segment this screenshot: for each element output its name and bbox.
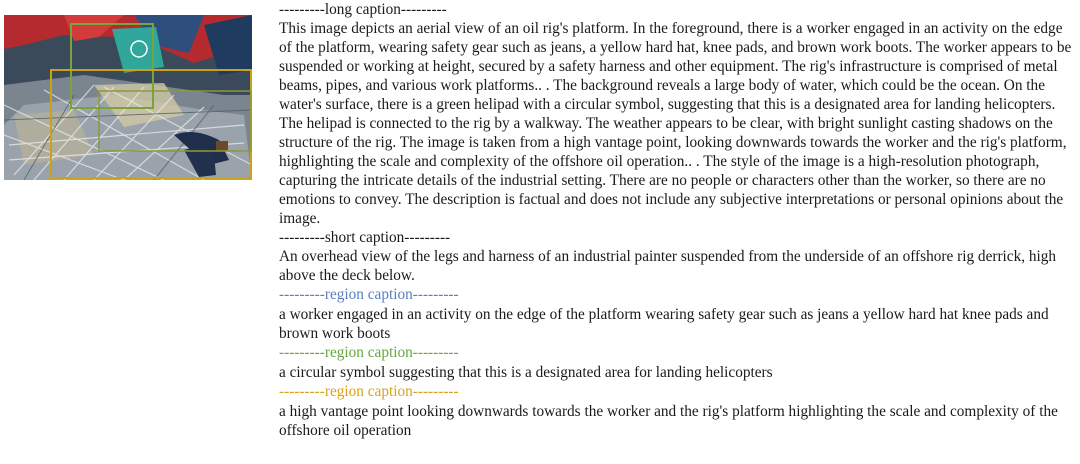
region-caption-divider-blue: ---------region caption---------: [279, 286, 459, 303]
long-caption-divider: ---------long caption---------: [279, 1, 447, 18]
short-caption-divider: ---------short caption---------: [279, 229, 451, 246]
region-caption-text-orange: a high vantage point looking downwards towards the worker and the rig's platform highlighting the scale and complexity of the offshore oil operation: [279, 403, 1058, 439]
oil-rig-photo: [4, 15, 252, 180]
oil-rig-photo-graphic: [4, 15, 252, 180]
short-caption-text: An overhead view of the legs and harness of an industrial painter suspended from the underside of an offshore rig derrick, high above the deck below.: [279, 248, 1057, 284]
region-caption-text-blue: a worker engaged in an activity on the edge of the platform wearing safety gear such as jeans a yellow hard hat knee pads and brown work boots: [279, 306, 1049, 342]
long-caption-text: This image depicts an aerial view of an oil rig's platform. In the foreground, there is a worker engaged in an activity on the edge of the platform, wearing safety gear such as jeans, a yellow hard hat, knee pads, and brown work boots. The worker appears to be suspended or working at height, secured by a safety harness and other equipment. The rig's infrastructure is comprised of metal beams, pipes, and various work platforms.. . The background reveals a large body of water, which could be the ocean. On the water's surface, there is a green helipad with a circular symbol, suggesting that this is a designated area for landing helicopters. The helipad is connected to the rig by a walkway. The weather appears to be clear, with bright sunlight casting shadows on the structure of the rig. The image is taken from a high vantage point, looking downwards towards the worker and the rig's platform, highlighting the scale and complexity of the offshore oil operation.. . The style of the image is a high-resolution photograph, capturing the intricate details of the industrial setting. There are no people or characters other than the worker, so there are no emotions to convey. The description is factual and does not include any subjective interpretations or personal opinions about the image.: [279, 20, 1072, 227]
caption-column: [279, 0, 1077, 440]
region-caption-text-green: a circular symbol suggesting that this is a designated area for landing helicopters: [279, 364, 773, 381]
region-caption-divider-green: ---------region caption---------: [279, 344, 459, 361]
region-caption-divider-orange: ---------region caption---------: [279, 383, 459, 400]
